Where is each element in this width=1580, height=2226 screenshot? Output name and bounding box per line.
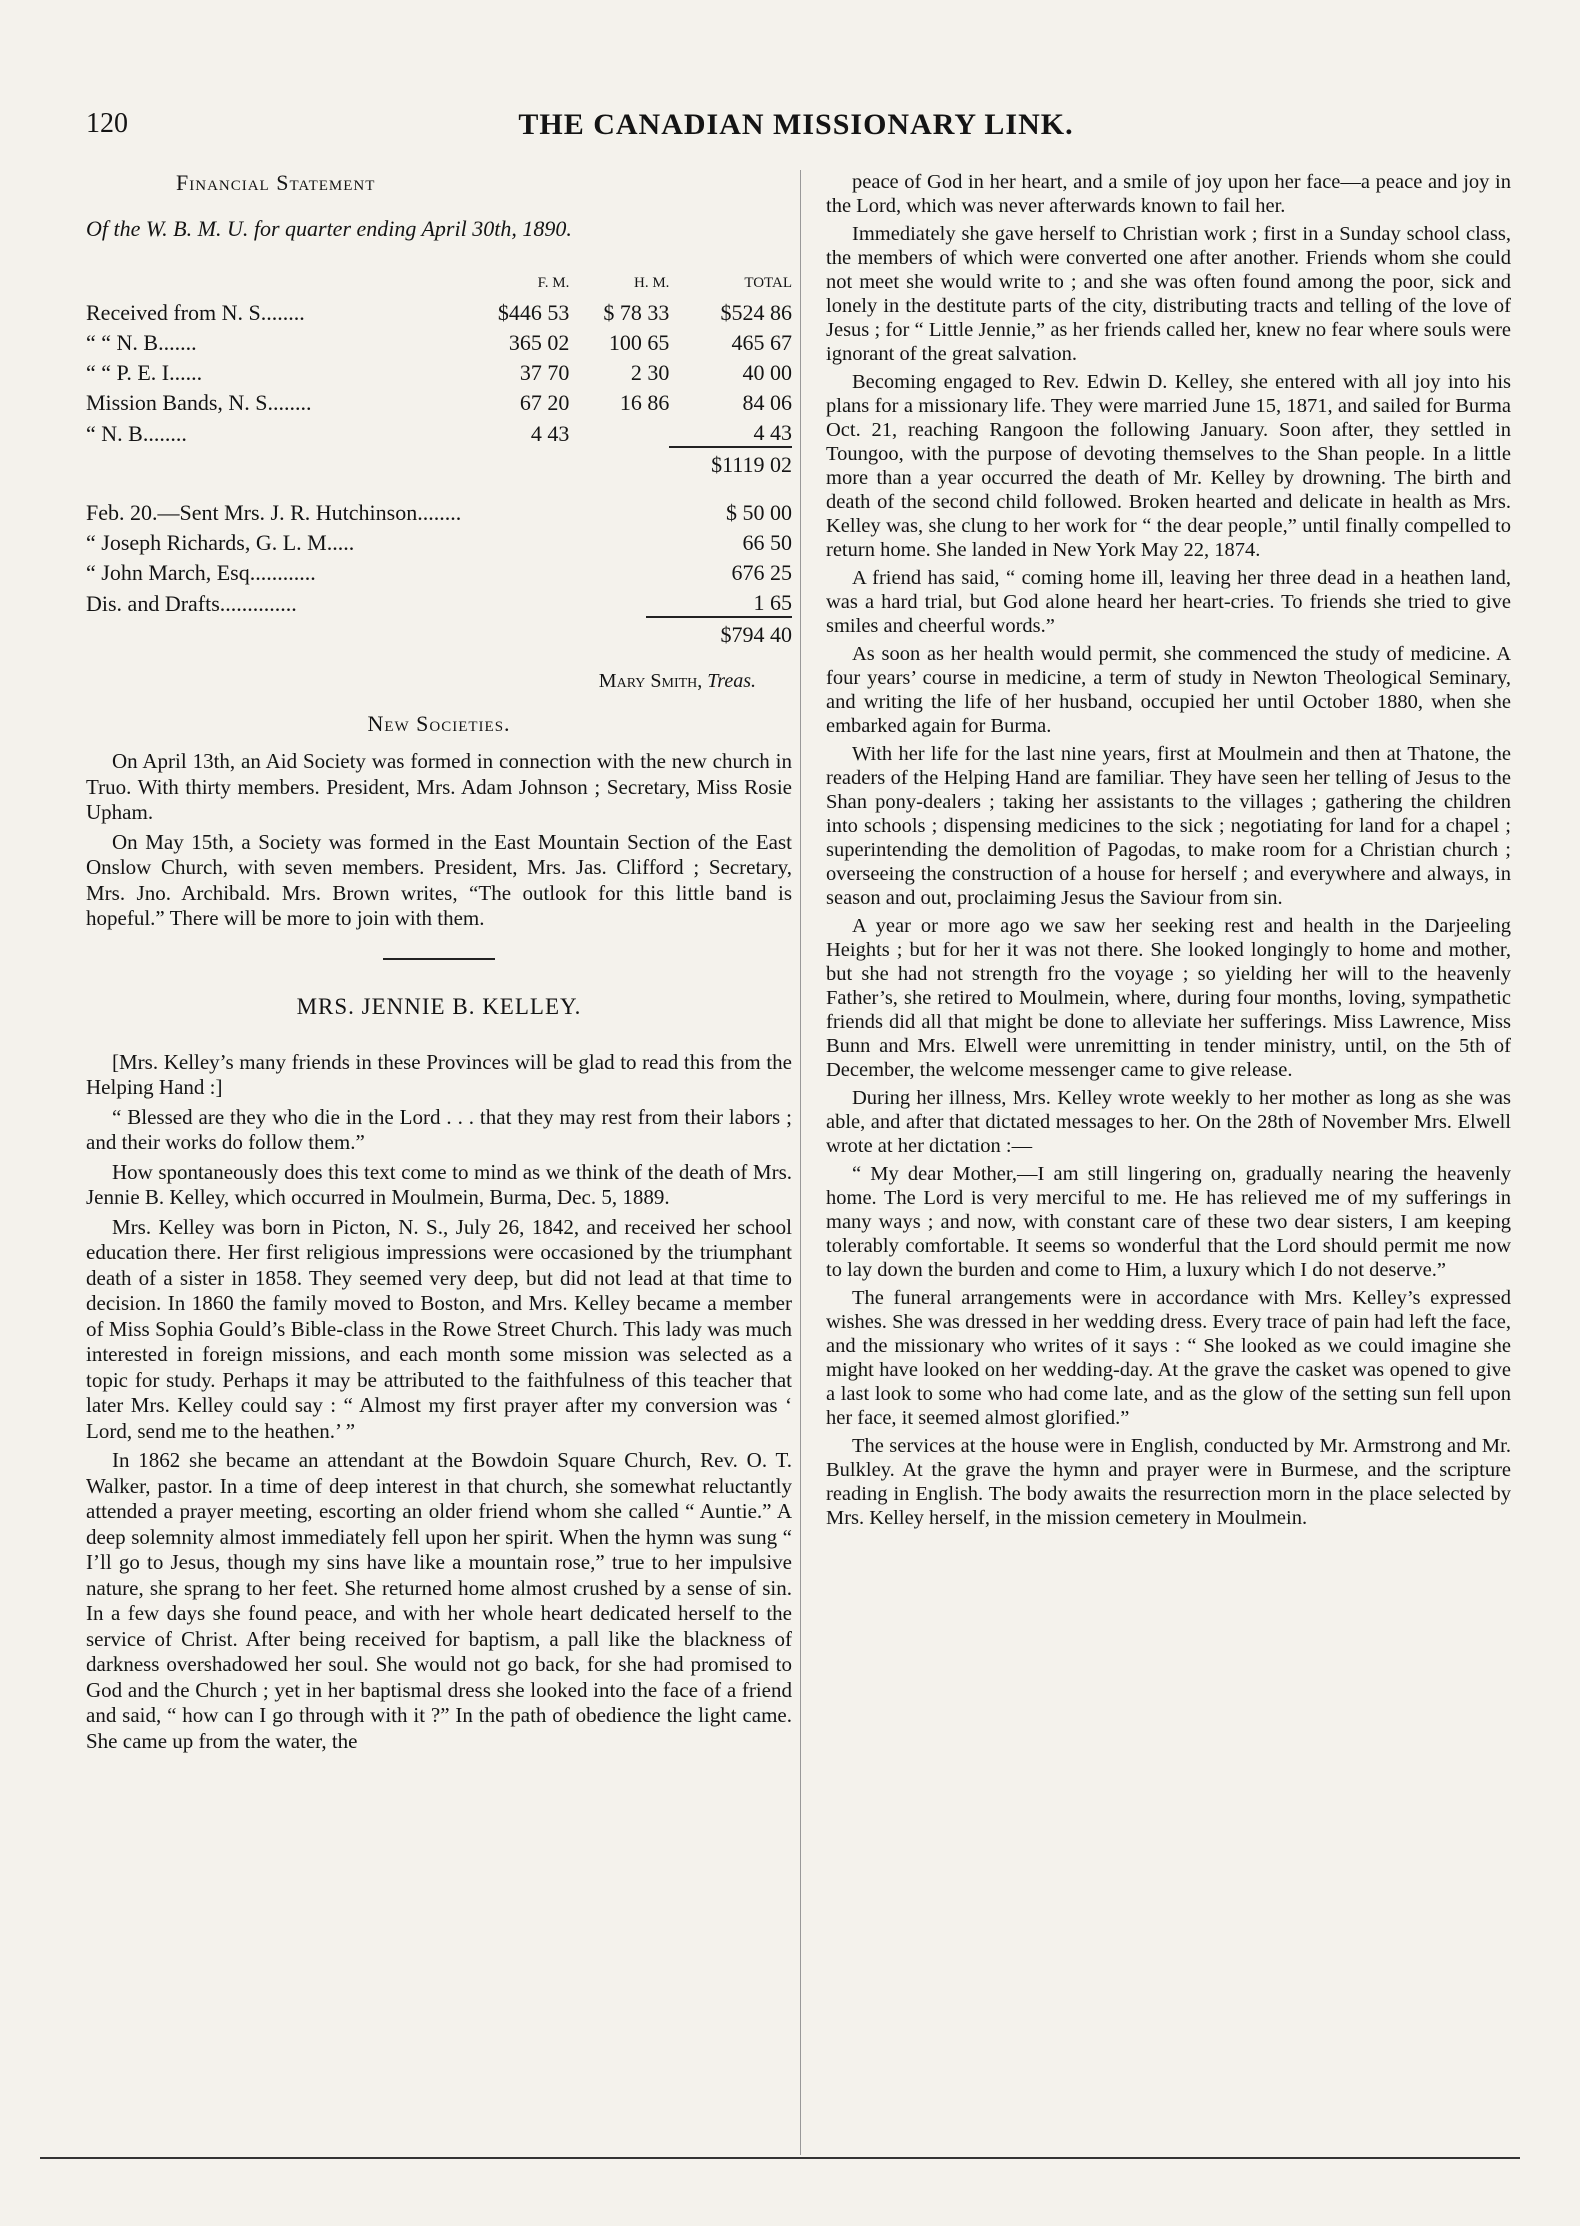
disbursement-amount: 66 50: [742, 530, 792, 555]
paragraph: “ Blessed are they who die in the Lord . . . that they may rest from their labors ; and their works do follow them.”: [86, 1104, 792, 1154]
receipt-label: “ “ N. B.......: [86, 330, 197, 355]
receipt-total: 84 06: [742, 390, 792, 415]
disbursement-row: [86, 586, 792, 617]
disbursement-amount: 676 25: [731, 560, 792, 585]
paragraph: A year or more ago we saw her seeking rest and health in the Darjeeling Heights ; but for her it was not there. She looked longingly to home and mother, but she had not strength fro the voyage ; so yielding her will to the heavenly Father’s, she retired to Moulmein, where, during four months, loving, sympathetic friends did all that might be done to alleviate her sufferings. Miss Lawrence, Miss Bunn and Mrs. Elwell were unremitting in tender ministry, until, on the 5th of December, the welcome messenger came to give release.: [826, 915, 1511, 1081]
receipt-fm: 365 02: [508, 330, 570, 355]
disbursements-total-row: [86, 617, 792, 648]
paragraph: How spontaneously does this text come to mind as we think of the death of Mrs. Jennie B. Kelley, which occurred in Moulmein, Burma, Dec. 5, 1889.: [86, 1159, 792, 1209]
receipts-header-row: [86, 270, 792, 296]
paragraph: As soon as her health would permit, she commenced the study of medicine. A four years’ course in medicine, a term of study in Newton Theological Seminary, and writing the life of her husband, occupied her until October 1880, when she embarked again for Burma.: [826, 643, 1511, 737]
receipt-row: [86, 356, 792, 386]
treasurer-name: Mary Smith,: [598, 670, 703, 692]
receipt-total: 40 00: [742, 360, 792, 385]
column-header-fm: F. M.: [537, 274, 570, 291]
grand-total: $1119 02: [669, 447, 792, 478]
receipt-row: [86, 416, 792, 447]
paragraph: With her life for the last nine years, first at Moulmein and then at Thatone, the readers of the Helping Hand are familiar. They have seen her telling of Jesus to the Shan pony-dealers ; taking her assistants to the villages ; gathering the children into schools ; dispensing medicines to the sick ; negotiating for land for a chapel ; superintending the demolition of Pagodas, to make room for a Christian church ; overseeing the construction of a house for herself ; and everywhere and always, in season and out, proclaiming Jesus the Saviour from sin.: [826, 743, 1511, 909]
disbursement-label: Dis. and Drafts..............: [86, 591, 297, 616]
disbursement-label: Feb. 20.—Sent Mrs. J. R. Hutchinson........: [86, 500, 462, 525]
financial-statement-title: Financial Statement: [176, 170, 376, 195]
column-header-hm: H. M.: [633, 274, 670, 291]
receipt-row: [86, 326, 792, 356]
right-column: [826, 170, 1511, 2155]
disbursements-table: [86, 496, 792, 648]
paragraph: “ My dear Mother,—I am still lingering on, gradually nearing the heavenly home. The Lord is very merciful to me. He has relieved me of my sufferings in many ways ; and now, with constant care of these two dear sisters, I am keeping tolerably comfortable. It seems so wonderful that the Lord should permit me now to lay down the burden and come to Him, a luxury which I do not deserve.”: [826, 1163, 1511, 1281]
disbursement-amount: 1 65: [753, 590, 792, 615]
receipt-hm: 100 65: [608, 330, 670, 355]
page-header: [86, 108, 1506, 152]
disbursement-row: [86, 496, 792, 526]
receipt-total: 4 43: [753, 420, 792, 445]
receipt-label: “ N. B........: [86, 421, 187, 446]
paragraph: On May 15th, a Society was formed in the East Mountain Section of the East Onslow Church, with seven members. President, Mrs. Jas. Clifford ; Secretary, Mrs. Jno. Archibald. Mrs. Brown writes, “The outlook for this little band is hopeful.” There will be more to join with them.: [86, 829, 792, 930]
financial-statement-subtitle: Of the W. B. M. U. for quarter ending April 30th, 1890.: [86, 216, 572, 241]
paragraph: peace of God in her heart, and a smile of joy upon her face—a peace and joy in the Lord, which was never afterwards known to fail her.: [826, 171, 1511, 217]
receipt-label: Mission Bands, N. S........: [86, 390, 312, 415]
disbursement-row: [86, 526, 792, 556]
receipt-hm: $ 78 33: [603, 300, 670, 325]
receipt-row: [86, 386, 792, 416]
disbursement-label: “ Joseph Richards, G. L. M.....: [86, 530, 355, 555]
paragraph: Becoming engaged to Rev. Edwin D. Kelley, she entered with all joy into his plans for a missionary life. They were married June 15, 1871, and sailed for Burma Oct. 21, reaching Rangoon the following January. Soon after, they settled in Toungoo, with the purpose of devoting themselves to the Shan people. In a little more than a year occurred the death of Mr. Kelley by drowning. The birth and death of the second child followed. Broken hearted and delicate in health as Mrs. Kelley was, she clung to her work for “ the dear people,” until finally compelled to return home. She landed in New York May 22, 1874.: [826, 371, 1511, 561]
page-number: 120: [86, 108, 128, 139]
receipt-row: [86, 296, 792, 326]
new-societies-title: New Societies.: [367, 711, 511, 736]
receipt-fm: $446 53: [497, 300, 570, 325]
paragraph: On April 13th, an Aid Society was formed in connection with the new church in Truo. With thirty members. President, Mrs. Adam Johnson ; Secretary, Miss Rosie Upham.: [86, 749, 792, 824]
receipt-fm: 37 70: [519, 360, 570, 385]
disbursement-total: $794 40: [646, 617, 792, 648]
receipt-label: “ “ P. E. I......: [86, 360, 203, 385]
receipts-total-row: [86, 447, 792, 478]
receipt-total: $524 86: [720, 300, 792, 325]
kelley-article-right: [826, 170, 1511, 1530]
paragraph: The services at the house were in English, conducted by Mr. Armstrong and Mr. Bulkley. At the grave the hymn and prayer were in Burmese, and the scripture reading in English. The body awaits the resurrection morn in the place selected by Mrs. Kelley herself, in the mission cemetery in Moulmein.: [826, 1435, 1511, 1529]
receipt-hm: 2 30: [630, 360, 670, 385]
column-header-total: TOTAL: [744, 274, 792, 291]
receipt-hm: 16 86: [619, 390, 670, 415]
disbursement-row: [86, 556, 792, 586]
receipt-fm: 4 43: [530, 421, 570, 446]
running-title: THE CANADIAN MISSIONARY LINK.: [518, 108, 1074, 141]
bottom-rule: [40, 2157, 1520, 2159]
kelley-article-left: [86, 1050, 792, 1755]
receipt-total: 465 67: [731, 330, 792, 355]
disbursement-amount: $ 50 00: [726, 500, 792, 525]
disbursement-label: “ John March, Esq............: [86, 560, 316, 585]
paragraph: Mrs. Kelley was born in Picton, N. S., July 26, 1842, and received her school education there. Her first religious impressions were occasioned by the triumphant death of a sister in 1858. They seemed very deep, but did not lead at that time to decision. In 1860 the family moved to Boston, and Mrs. Kelley became a member of Miss Sophia Gould’s Bible-class in the Rowe Street Church. This lady was much interested in foreign missions, and each month some mission was selected as a topic for study. Perhaps it may be attributed to the faithfulness of this teacher that later Mrs. Kelley could say : “ Almost my first prayer after my conversion was ‘ Lord, send me to the heathen.’ ”: [86, 1214, 792, 1443]
section-separator: [383, 958, 495, 960]
left-column: [86, 170, 792, 2155]
new-societies-text: [86, 749, 792, 932]
treasurer-title: Treas.: [707, 670, 756, 692]
receipt-hm: [569, 416, 669, 447]
treasurer-signature: [86, 670, 756, 693]
paragraph: During her illness, Mrs. Kelley wrote weekly to her mother as long as she was able, and after that dictated messages to her. On the 28th of November Mrs. Elwell wrote at her dictation :—: [826, 1087, 1511, 1157]
paragraph: Immediately she gave herself to Christian work ; first in a Sunday school class, the members of which were converted one after another. Friends whom she could not meet she would write to ; and she was often found among the poor, sick and lonely in the destitute parts of the city, distributing tracts and telling of the love of Jesus ; for “ Little Jennie,” as her friends called her, knew no fear where souls were ignorant of the great salvation.: [826, 223, 1511, 365]
receipt-fm: 67 20: [519, 390, 570, 415]
receipts-table: [86, 270, 792, 478]
column-divider: [800, 170, 801, 2155]
paragraph: The funeral arrangements were in accordance with Mrs. Kelley’s expressed wishes. She was dressed in her wedding dress. Every trace of pain had left the face, and the missionary who writes of it says : “ She looked as we could imagine she might have looked on her wedding-day. At the grave the casket was opened to give a last look to some who had come late, and as the glow of the setting sun fell upon her face, it seemed almost glorified.”: [826, 1287, 1511, 1429]
kelley-article-title: MRS. JENNIE B. KELLEY.: [296, 993, 582, 1019]
paragraph: In 1862 she became an attendant at the Bowdoin Square Church, Rev. O. T. Walker, pastor. In a time of deep interest in that church, she somewhat reluctantly attended a prayer meeting, escorting an older friend whom she called “ Auntie.” A deep solemnity almost immediately fell upon her spirit. When the hymn was sung “ I’ll go to Jesus, though my sins have like a mountain rose,” true to her impulsive nature, she sprang to her feet. She returned home almost crushed by a sense of sin. In a few days she found peace, and with her whole heart dedicated herself to the service of Christ. After being received for baptism, a pall like the blackness of darkness overshadowed her soul. She would not go back, for she had promised to God and the Church ; yet in her baptismal dress she looked into the face of a friend and said, “ how can I go through with it ?” In the path of obedience the light came. She came up from the water, the: [86, 1448, 792, 1753]
paragraph: [Mrs. Kelley’s many friends in these Provinces will be glad to read this from the Helping Hand :]: [86, 1049, 792, 1099]
paragraph: A friend has said, “ coming home ill, leaving her three dead in a heathen land, was a hard trial, but God alone heard her heart-cries. To friends she tried to give smiles and cheerful words.”: [826, 567, 1511, 637]
receipt-label: Received from N. S........: [86, 300, 305, 325]
